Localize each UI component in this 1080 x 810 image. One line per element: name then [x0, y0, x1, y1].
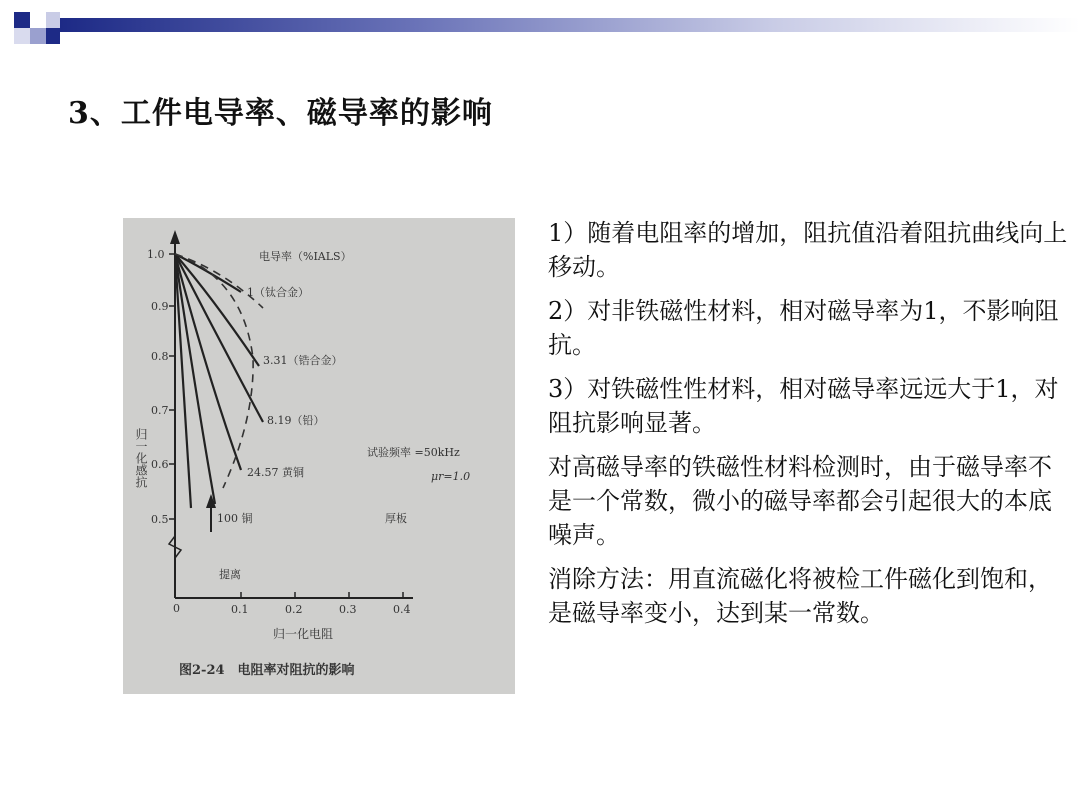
thick-plate-label: 厚板	[385, 512, 407, 525]
x-tick: 0.1	[231, 603, 249, 616]
test-frequency-label: 试验频率 =50kHz	[367, 446, 460, 459]
paragraph: 2）对非铁磁性材料，相对磁导率为1，不影响阻抗。	[548, 297, 1059, 359]
mu-label: μr=1.0	[431, 470, 471, 483]
impedance-diagram	[123, 218, 515, 694]
impedance-figure	[123, 218, 515, 694]
curve-label: 24.57 黄铜	[247, 466, 304, 479]
y-tick: 0.5	[151, 513, 169, 526]
paragraph: 3）对铁磁性性材料，相对磁导率远远大于1，对阻抗影响显著。	[548, 375, 1059, 437]
y-axis-arrow	[170, 230, 180, 244]
curve-solid	[175, 254, 259, 366]
curve-label: 100 铜	[217, 512, 253, 525]
x-tick: 0.4	[393, 603, 411, 616]
x-tick: 0.3	[339, 603, 357, 616]
header-square	[14, 28, 30, 44]
body-text	[548, 216, 1068, 640]
y-tick: 0.7	[151, 404, 169, 417]
curve-label: 3.31（锆合金）	[263, 354, 343, 367]
x-axis-label: 归一化电阻	[273, 627, 334, 641]
curve-label: 1（钛合金）	[247, 286, 309, 299]
slide-title: 3、工件电导率、磁导率的影响	[68, 96, 493, 131]
header-square	[14, 12, 30, 28]
paragraph: 对高磁导率的铁磁性材料检测时，由于磁导率不是一个常数，微小的磁导率都会引起很大的本底噪声。	[548, 453, 1052, 549]
y-tick: 1.0	[147, 248, 165, 261]
header-square	[46, 28, 60, 44]
curve-label: 8.19（铅）	[267, 414, 325, 427]
figure-caption: 图2-24 电阻率对阻抗的影响	[179, 663, 355, 678]
y-tick: 0	[173, 602, 180, 615]
y-tick: 0.9	[151, 300, 169, 313]
header-bar	[60, 18, 1080, 32]
x-tick: 0.2	[285, 603, 303, 616]
y-tick: 0.8	[151, 350, 169, 363]
curve-solid	[175, 254, 191, 508]
header-square	[46, 12, 60, 28]
y-tick: 0.6	[151, 458, 169, 471]
liftoff-label: 提离	[219, 568, 241, 581]
paragraph: 消除方法：用直流磁化将被检工件磁化到饱和，是磁导率变小，达到某一常数。	[548, 565, 1052, 627]
legend-title: 电导率（%IALS）	[259, 250, 352, 263]
paragraph: 1）随着电阻率的增加，阻抗值沿着阻抗曲线向上移动。	[548, 219, 1068, 281]
header-square	[30, 28, 46, 44]
y-axis-label: 归一化感抗	[134, 428, 148, 488]
